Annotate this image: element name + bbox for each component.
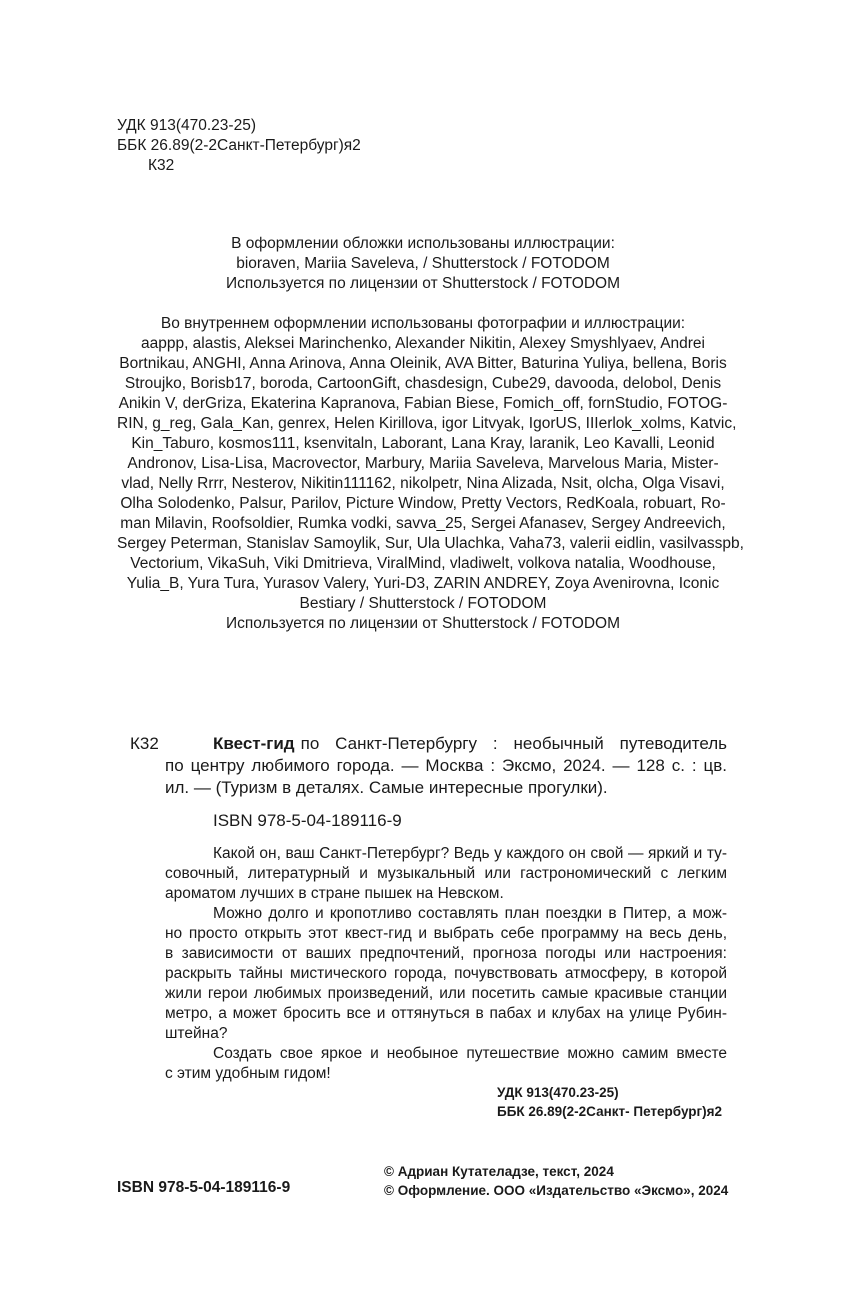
inner-credits-line: Bortnikau, ANGHI, Anna Arinova, Anna Oleinik, AVA Bitter, Baturina Yuliya, bellena, Boris <box>119 355 727 372</box>
inner-credits-line: Sergey Peterman, Stanislav Samoylik, Sur, Ula Ulachka, Vaha73, valerii eidlin, vasilvasspb, <box>117 535 744 552</box>
annotation-line: с этим удобным гидом! <box>165 1065 331 1082</box>
cover-credits-names: bioraven, Mariia Saveleva, / Shutterstock / FOTODOM <box>236 255 610 272</box>
bbk-code: ББК 26.89(2-2Санкт-Петербург)я2 <box>117 137 361 154</box>
cover-credits <box>117 234 729 294</box>
footer-udk: УДК 913(470.23-25) <box>497 1085 619 1100</box>
annotation-line: штейна? <box>165 1025 228 1042</box>
annotation-line: в зависимости от ваших предпочтений, прогноза погоды или настроения: <box>165 945 727 962</box>
author-sign: К32 <box>148 157 175 174</box>
inner-credits-line: Yulia_B, Yura Tura, Yurasov Valery, Yuri-D3, ZARIN ANDREY, Zoya Avenirovna, Iconic <box>126 575 720 592</box>
copyright-text: © Адриан Кутателадзе, текст, 2024 <box>384 1164 614 1179</box>
bib-code: К32 <box>130 734 159 753</box>
annotation <box>165 844 727 1084</box>
footer-bbk: ББК 26.89(2-2Санкт- Петербург)я2 <box>497 1104 723 1119</box>
copyright-block <box>384 1162 728 1200</box>
annotation-line: Можно долго и кропотливо составлять план поездки в Питер, а мож- <box>213 905 727 922</box>
copyright-design: © Оформление. ООО «Издательство «Эксмо», 2024 <box>384 1183 729 1198</box>
bib-description <box>165 755 727 799</box>
inner-credits-line: aappp, alastis, Aleksei Marinchenko, Alexander Nikitin, Alexey Smyshlyaev, Andrei <box>140 335 706 352</box>
classification-block <box>117 116 361 176</box>
annotation-line: совочный, литературный и музыкальный или гастрономический с легким <box>165 865 727 882</box>
bib-line: по центру любимого города. — Москва : Эксмо, 2024. — 128 с. : цв. <box>165 756 727 775</box>
inner-credits <box>117 314 744 634</box>
annotation-line: жили герои любимых произведений, или посетить самые красивые станции <box>165 985 727 1002</box>
inner-credits-line: Olha Solodenko, Palsur, Parilov, Picture Window, Pretty Vectors, RedKoala, robuart, Ro- <box>120 495 726 512</box>
inner-credits-line: Kin_Taburo, kosmos111, ksenvitaln, Laborant, Lana Kray, laranik, Leo Kavalli, Leonid <box>131 435 715 452</box>
annotation-line: метро, а может бросить все и оттянуться в пабах и клубах на улице Рубин- <box>165 1005 727 1022</box>
bib-title-rest: по Санкт-Петербургу : необычный путеводитель <box>300 734 727 753</box>
inner-credits-line: Используется по лицензии от Shutterstock / FOTODOM <box>226 615 620 632</box>
annotation-line: но просто открыть этот квест-гид и выбрать себе программу на весь день, <box>165 925 727 942</box>
inner-credits-line: Vectorium, VikaSuh, Viki Dmitrieva, ViralMind, vladiwelt, volkova natalia, Woodhouse, <box>130 555 716 572</box>
cover-credits-license: Используется по лицензии от Shutterstock / FOTODOM <box>226 275 620 292</box>
annotation-line: ароматом лучших в стране пышек на Невском. <box>165 885 504 902</box>
inner-credits-line: man Milavin, Roofsoldier, Rumka vodki, savva_25, Sergei Afanasev, Sergey Andreevich, <box>120 515 726 532</box>
bib-line: ил. — (Туризм в деталях. Самые интересные прогулки). <box>165 778 608 797</box>
cover-credits-heading: В оформлении обложки использованы иллюстрации: <box>231 235 615 252</box>
footer-classification <box>497 1083 722 1121</box>
annotation-line: Какой он, ваш Санкт-Петербург? Ведь у каждого он свой — яркий и ту- <box>213 845 727 862</box>
inner-credits-line: RIN, g_reg, Gala_Kan, genrex, Helen Kirillova, igor Litvyak, IgorUS, IIIerlok_xolms, Katvic, <box>117 415 737 432</box>
bib-isbn: ISBN 978-5-04-189116-9 <box>213 811 402 830</box>
bib-title-line <box>213 733 727 755</box>
inner-credits-line: Stroujko, Borisb17, boroda, CartoonGift, chasdesign, Cube29, davooda, delobol, Denis <box>124 375 722 392</box>
inner-credits-line: Andronov, Lisa-Lisa, Macrovector, Marbury, Mariia Saveleva, Marvelous Maria, Mister- <box>127 455 719 472</box>
inner-credits-line: Во внутреннем оформлении использованы фотографии и иллюстрации: <box>160 315 686 332</box>
inner-credits-line: vlad, Nelly Rrrr, Nesterov, Nikitin111162, nikolpetr, Nina Alizada, Nsit, olcha, Olga Visavi, <box>121 475 725 492</box>
bib-title: Квест-гид <box>213 734 295 753</box>
annotation-line: Создать свое яркое и необыное путешествие можно самим вместе <box>213 1045 727 1062</box>
inner-credits-line: Bestiary / Shutterstock / FOTODOM <box>299 595 547 612</box>
udk-code: УДК 913(470.23-25) <box>117 117 256 134</box>
inner-credits-line: Anikin V, derGriza, Ekaterina Kapranova, Fabian Biese, Fomich_off, fornStudio, FOTOG- <box>118 395 728 412</box>
footer-isbn: ISBN 978-5-04-189116-9 <box>117 1179 291 1196</box>
annotation-line: раскрыть тайны мистического города, почувствовать атмосферу, в которой <box>165 965 727 982</box>
